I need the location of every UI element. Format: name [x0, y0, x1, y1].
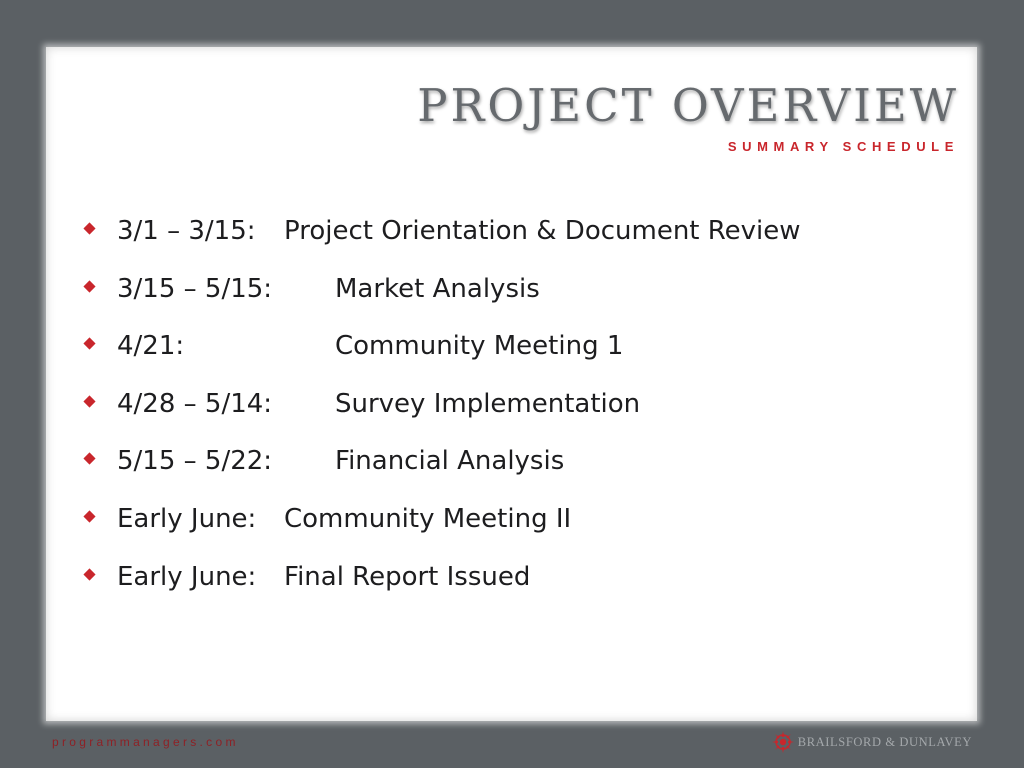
schedule-dates: 3/1 – 3/15:	[117, 216, 256, 246]
schedule-dates: Early June:	[117, 561, 257, 592]
schedule-dates: Early June:	[117, 503, 257, 534]
schedule-description: Community Meeting II	[284, 503, 572, 534]
schedule-description: Financial Analysis	[335, 446, 565, 477]
diamond-bullet-icon	[83, 510, 95, 522]
schedule-dates: 4/21:	[117, 331, 185, 362]
page-subtitle: SUMMARY SCHEDULE	[727, 139, 959, 154]
company-logo	[772, 731, 972, 753]
schedule-dates: 4/28 – 5/14:	[117, 388, 273, 419]
diamond-bullet-icon	[83, 222, 95, 234]
schedule-description: Project Orientation & Document Review	[284, 216, 801, 246]
footer-website-link[interactable]: programmanagers.com	[52, 735, 239, 749]
compass-rose-icon	[772, 731, 794, 753]
slide-panel	[46, 47, 977, 721]
diamond-bullet-icon	[83, 338, 95, 350]
schedule-description: Community Meeting 1	[335, 331, 624, 362]
diamond-bullet-icon	[83, 395, 95, 407]
diamond-bullet-icon	[83, 280, 95, 292]
diamond-bullet-icon	[83, 568, 95, 580]
schedule-dates: 5/15 – 5/22:	[117, 446, 273, 477]
schedule-description: Final Report Issued	[284, 561, 531, 592]
schedule-description: Market Analysis	[335, 273, 540, 304]
schedule-description: Survey Implementation	[335, 388, 641, 419]
schedule-dates: 3/15 – 5/15:	[117, 273, 273, 304]
page-title: PROJECT OVERVIEW	[417, 79, 959, 132]
company-name: BRAILSFORD & DUNLAVEY	[797, 734, 972, 749]
diamond-bullet-icon	[83, 453, 95, 465]
